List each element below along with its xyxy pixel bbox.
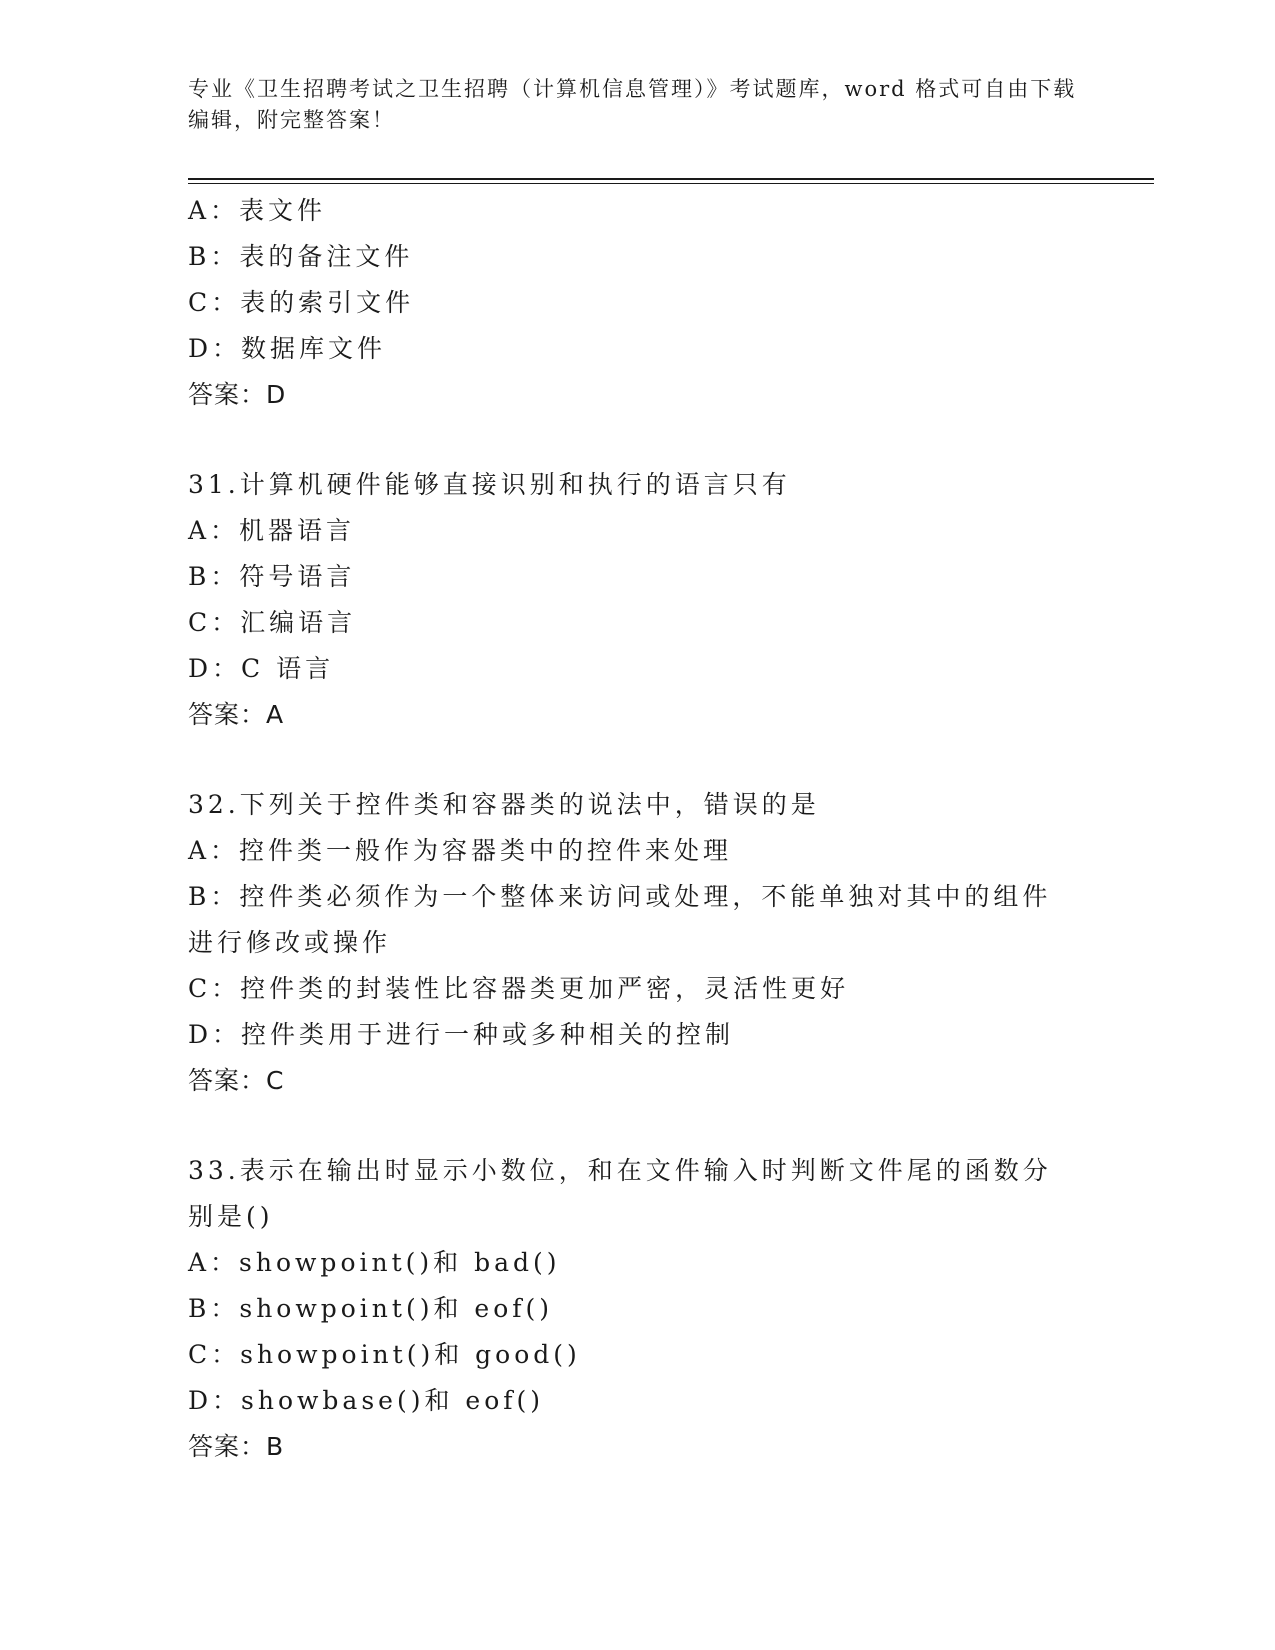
spacer [188,738,1088,782]
option-a: A：控件类一般作为容器类中的控件来处理 [188,836,733,865]
spacer [188,418,1088,462]
option-a: A：表文件 [188,196,327,225]
answer-line: 答案：D [188,380,287,409]
question-list [188,188,1088,1470]
option-d: D：showbase()和 eof() [188,1386,545,1415]
option-c: C：表的索引文件 [188,288,415,317]
option-c: C：控件类的封装性比容器类更加严密，灵活性更好 [188,974,850,1003]
answer-line: 答案：B [188,1432,285,1461]
continued-question-block [188,188,1088,418]
header-rule-thin [188,183,1154,184]
option-a: A：机器语言 [188,516,356,545]
question-text: 33.表示在输出时显示小数位，和在文件输入时判断文件尾的函数分别是() [188,1156,1052,1231]
option-d: D：控件类用于进行一种或多种相关的控制 [188,1020,735,1049]
option-c: C：汇编语言 [188,608,357,637]
question-text: 31.计算机硬件能够直接识别和执行的语言只有 [188,470,791,499]
question-block-31 [188,462,1088,738]
option-b: B：showpoint()和 eof() [188,1294,554,1323]
option-b: B：符号语言 [188,562,356,591]
option-a: A：showpoint()和 bad() [188,1248,561,1277]
option-d: D：C 语言 [188,654,335,683]
option-d: D：数据库文件 [188,334,387,363]
option-c: C：showpoint()和 good() [188,1340,581,1369]
spacer [188,1104,1088,1148]
answer-line: 答案：C [188,1066,285,1095]
question-text: 32.下列关于控件类和容器类的说法中，错误的是 [188,790,820,819]
option-b: B：控件类必须作为一个整体来访问或处理，不能单独对其中的组件进行修改或操作 [188,882,1052,957]
question-block-33 [188,1148,1088,1470]
question-block-32 [188,782,1088,1104]
header-rule-thick [188,178,1154,180]
document-header: 专业《卫生招聘考试之卫生招聘（计算机信息管理）》考试题库，word 格式可自由下载编辑，附完整答案！ [188,77,1077,132]
option-b: B：表的备注文件 [188,242,414,271]
answer-line: 答案：A [188,700,285,729]
